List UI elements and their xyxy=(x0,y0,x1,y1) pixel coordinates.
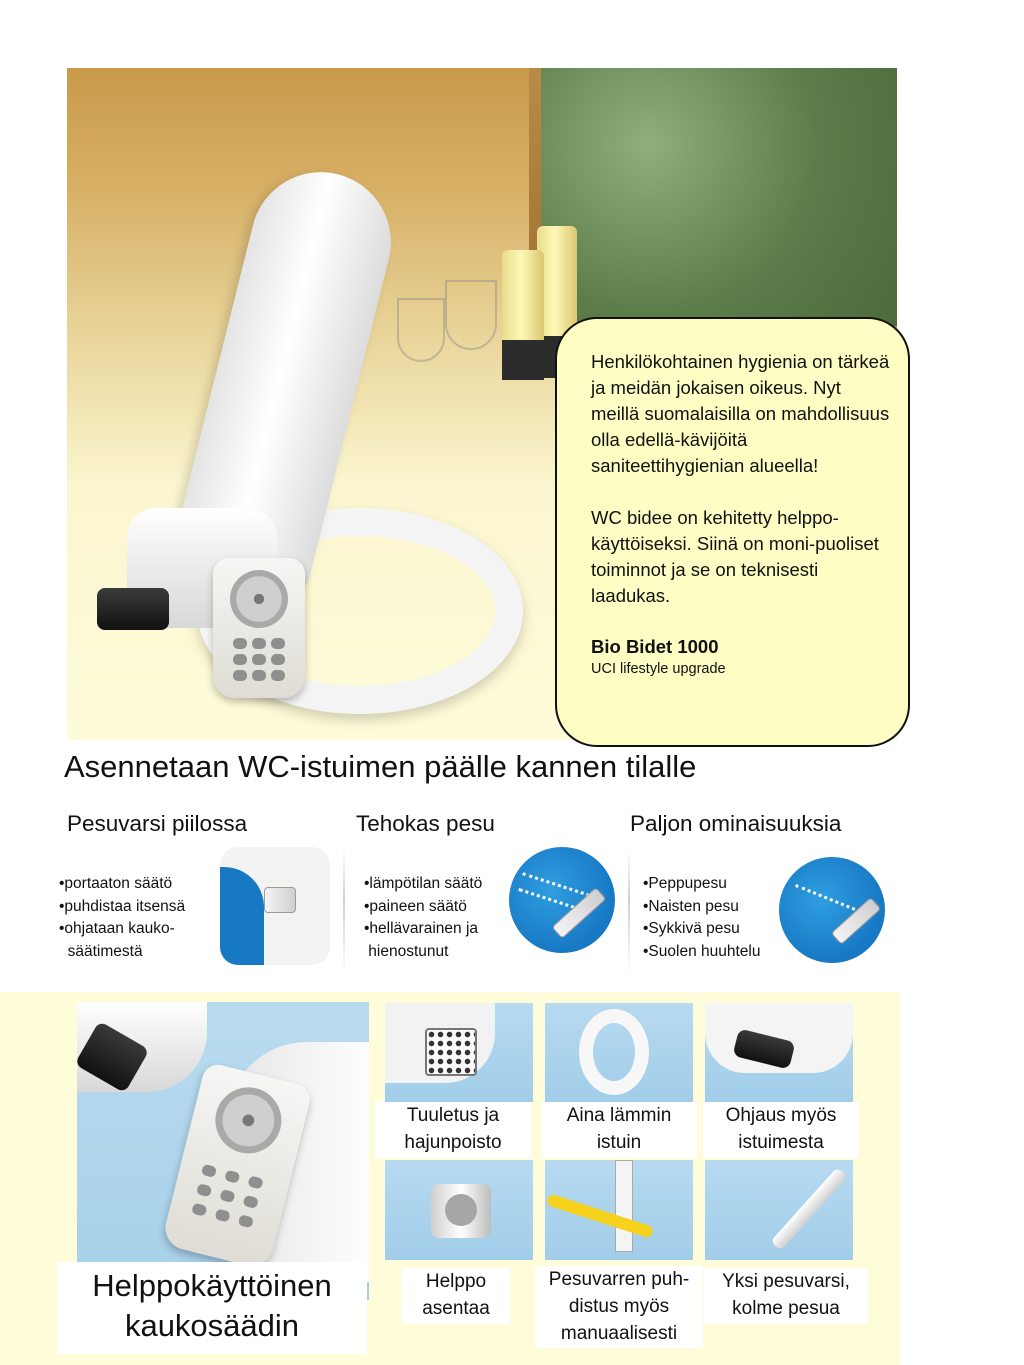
list-item: •portaaton säätö xyxy=(59,875,173,892)
remote-caption-line: kaukosäädin xyxy=(124,1308,300,1343)
column-title: Paljon ominaisuuksia xyxy=(630,811,842,836)
list-item: •Suolen huuhtelu xyxy=(643,942,761,960)
wine-glass-icon xyxy=(445,280,497,350)
side-control-panel xyxy=(97,588,169,630)
tile-caption xyxy=(704,1268,868,1324)
tile-caption xyxy=(541,1102,697,1158)
list-item: •paineen säätö xyxy=(364,897,467,915)
tile-caption-line: Pesuvarren puh- xyxy=(548,1269,690,1290)
remote-dial xyxy=(230,570,288,628)
tile-caption-line: Helppo xyxy=(425,1271,487,1292)
list-item: •Peppupesu xyxy=(643,875,727,892)
intro-callout xyxy=(555,317,910,747)
tile-caption-line: hajunpoisto xyxy=(404,1132,502,1153)
feature-list xyxy=(364,873,482,963)
valve-fitting-icon xyxy=(385,1160,533,1260)
tile-caption xyxy=(375,1102,531,1158)
list-item: •hellävarainen ja xyxy=(364,920,479,937)
tile-caption-line: istuin xyxy=(596,1132,642,1153)
list-item: •lämpötilan säätö xyxy=(364,875,483,892)
vent-filter-icon xyxy=(385,1003,533,1102)
remote-dial xyxy=(208,1080,288,1160)
column-divider xyxy=(343,848,345,976)
list-item: •Sykkivä pesu xyxy=(643,920,740,937)
side-panel-icon xyxy=(705,1003,853,1102)
list-item: hienostunut xyxy=(364,942,449,960)
main-headline: Asennetaan WC-istuimen päälle kannen tilalle xyxy=(64,749,697,784)
tile-caption-line: istuimesta xyxy=(738,1132,824,1153)
spray-diagram xyxy=(509,847,615,953)
nozzle-icon xyxy=(264,887,296,913)
tile-caption-line: manuaalisesti xyxy=(560,1323,678,1344)
tile-caption-line: Aina lämmin xyxy=(566,1105,672,1126)
intro-paragraph: WC bidee on kehitetty helppo-käyttöiseksi. Siinä on moni-puoliset toiminnot ja se on teknisesti laadukas. xyxy=(591,507,879,606)
column-title: Pesuvarsi piilossa xyxy=(67,811,248,836)
feature-list xyxy=(59,873,185,963)
heated-seat-icon xyxy=(545,1003,693,1102)
feature-list xyxy=(643,873,760,963)
tile-caption-line: Yksi pesuvarsi, xyxy=(722,1271,850,1292)
tile-caption-line: asentaa xyxy=(422,1298,490,1319)
remote-control-icon xyxy=(213,558,305,698)
list-item: •Naisten pesu xyxy=(643,897,739,915)
tile-caption-line: kolme pesua xyxy=(732,1298,840,1319)
wine-glass-icon xyxy=(397,298,445,362)
intro-paragraph: Henkilökohtainen hygienia on tärkeä ja meidän jokaisen oikeus. Nyt meillä suomalaisilla on mahdollisuus olla edellä-kävijöitä saniteettihygienian alueella! xyxy=(591,351,890,476)
column-divider xyxy=(628,848,630,976)
remote-caption xyxy=(57,1262,367,1354)
wand-icon xyxy=(551,887,606,939)
product-tagline: UCI lifestyle upgrade xyxy=(591,661,726,677)
hidden-arm-diagram xyxy=(220,847,330,965)
wand-cleaning-icon xyxy=(545,1160,693,1260)
remote-photo xyxy=(77,1002,369,1300)
list-item: •puhdistaa itsensä xyxy=(59,897,186,915)
wash-arm-icon xyxy=(705,1160,853,1260)
water-area xyxy=(220,867,264,965)
product-name: Bio Bidet 1000 xyxy=(591,636,719,657)
column-title: Tehokas pesu xyxy=(356,811,495,836)
list-item: säätimestä xyxy=(59,942,143,960)
window-view xyxy=(541,68,897,326)
tile-caption-line: Ohjaus myös xyxy=(725,1105,837,1126)
tile-caption-line: distus myös xyxy=(568,1296,670,1317)
candle-icon xyxy=(502,250,544,340)
tile-caption-line: Tuuletus ja xyxy=(406,1105,500,1126)
tile-caption xyxy=(703,1102,859,1158)
remote-caption-line: Helppokäyttöinen xyxy=(92,1268,332,1303)
list-item: •ohjataan kauko- xyxy=(59,920,175,937)
candle-holder xyxy=(502,340,544,380)
wash-modes-diagram xyxy=(779,857,885,963)
tile-caption xyxy=(535,1266,703,1348)
tile-caption xyxy=(402,1268,510,1324)
